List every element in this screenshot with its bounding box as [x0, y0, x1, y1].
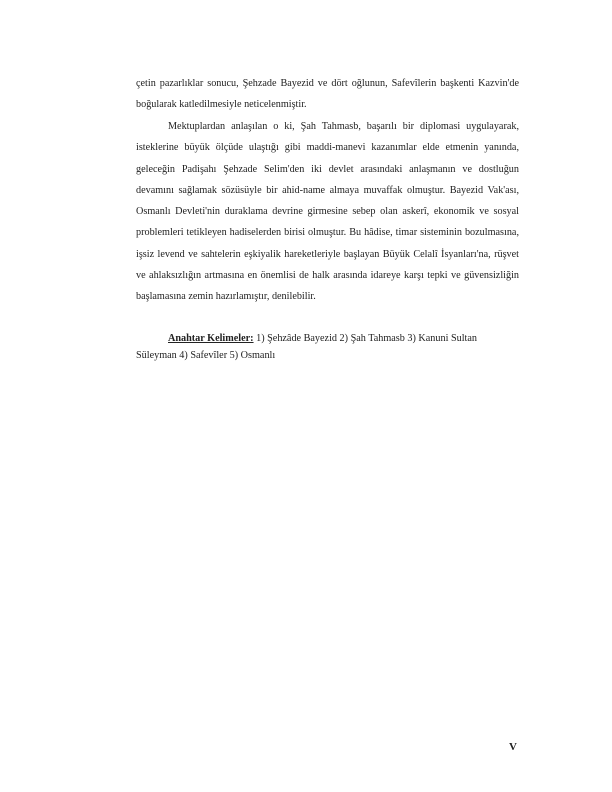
- page-number: V: [509, 741, 517, 753]
- paragraph-main: [136, 116, 519, 308]
- keywords-label: Anahtar Kelimeler:: [168, 333, 254, 344]
- paragraph-1: çetin pazarlıklar sonucu, Şehzade Bayezid ve dört oğlunun, Safevîlerin başkenti Kazvin'de boğularak katledilmesiyle neticelenmiştir.: [136, 78, 519, 111]
- paragraph-2: Mektuplardan anlaşılan o ki, Şah Tahmasb, başarılı bir diplomasi uygulayarak, isteklerine büyük ölçüde ulaştığı gibi maddi-manevi kazanımlar elde etmenin yanında, geleceğin Padişahı Şehzade Selim'den iki devlet arasındaki anlaşmanın ve dostluğun devamını sağlamak sözüsüyle bir ahid-name almaya muvaffak olmuştur. Bayezid Vak'ası, Osmanlı Devleti'nin duraklama devrine girmesine sebep olan askerî, ekonomik ve sosyal problemleri tetikleyen hadiselerden birisi olmuştur. Bu hâdise, timar sisteminin bozulmasına, işsiz levend ve sahtelerin eşkiyalik hareketleriyle başlayan Büyük Celalî İsyanları'na, rüşvet ve ahlaksızlığın artmasına en önemlisi de halk arasında idareye karşı tepki ve güvensizliğin başlamasına zemin hazırlamıştır, denilebilir.: [136, 121, 519, 303]
- paragraph-continuation: [136, 73, 519, 116]
- keywords-list: 1) Şehzâde Bayezid 2) Şah Tahmasb 3) Kanuni Sultan Süleyman 4) Safevîler 5) Osmanlı: [136, 333, 477, 361]
- keywords-line: [136, 330, 519, 364]
